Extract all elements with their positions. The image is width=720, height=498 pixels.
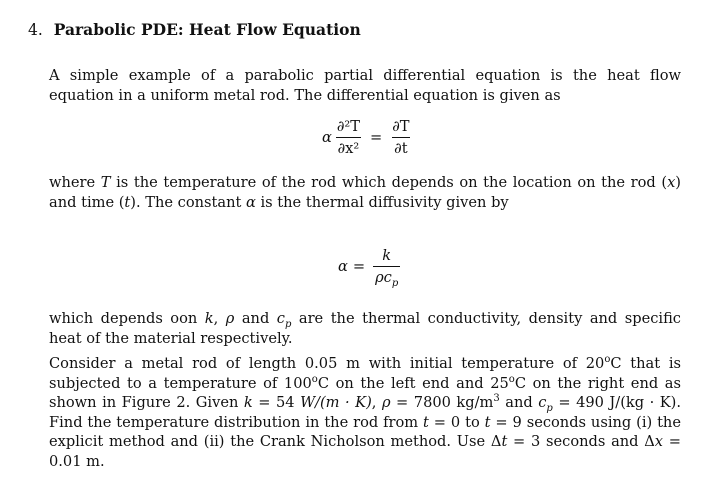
temperature-description-paragraph: where T is the temperature of the rod which depends on the location on the rod (x) and time (t). The constant α is the thermal diffusivity given by bbox=[49, 174, 681, 211]
var-cp: $c_p$ bbox=[276, 310, 292, 330]
second-derivative-numerator: ∂²T bbox=[336, 118, 360, 135]
units-w-mk: W/(m · K) bbox=[300, 394, 372, 411]
second-derivative-fraction bbox=[335, 118, 362, 158]
diffusivity-fraction bbox=[373, 247, 400, 287]
var-k: k bbox=[204, 310, 214, 327]
time-derivative-numerator: ∂T bbox=[392, 118, 410, 135]
diffusivity-numerator: k bbox=[382, 247, 392, 264]
section-title: Parabolic PDE: Heat Flow Equation bbox=[53, 20, 361, 39]
heat-equation-alpha: α bbox=[322, 129, 332, 147]
diffusivity-denominator: $\rho c_p$ bbox=[373, 266, 400, 287]
heat-equation-equals: = bbox=[370, 129, 383, 147]
var-T: T bbox=[100, 174, 111, 191]
var-x: x bbox=[667, 174, 676, 191]
var-rho: ρ bbox=[225, 310, 235, 327]
second-derivative-denominator: ∂x² bbox=[336, 137, 362, 158]
diffusivity-equation bbox=[338, 247, 403, 287]
section-heading bbox=[28, 20, 361, 41]
diffusivity-equals: = bbox=[352, 258, 366, 276]
heat-equation bbox=[322, 118, 415, 158]
problem-statement-paragraph: Consider a metal rod of length 0.05 m with initial temperature of 20$^o$C that is subjected to a temperature of 100$^o$C on the left end and 25$^o$C on the right end as shown in Figure 2. Given k = 54 W/(m · K), ρ = 7800 $kg/m^3$ and $c_p = 490$ J/(kg · K). Find the temperature distribution in the rod from t = 0 to t = 9 seconds using (i) the explicit method and (ii) the Crank Nicholson method. Use Δt = 3 seconds and Δx = 0.01 m. bbox=[49, 354, 681, 470]
diffusivity-alpha: α bbox=[338, 258, 348, 276]
intro-paragraph: A simple example of a parabolic partial differential equation is the heat flow equation in a uniform metal rod. The differential equation is given as bbox=[49, 67, 681, 104]
var-t: t bbox=[124, 193, 131, 211]
var-alpha: α bbox=[246, 193, 256, 211]
time-derivative-denominator: ∂t bbox=[392, 137, 409, 158]
time-derivative-fraction bbox=[390, 118, 411, 158]
properties-paragraph: which depends oon k, ρ and $c_p$ are the thermal conductivity, density and specific heat of the material respectively. bbox=[49, 310, 681, 347]
section-number: 4. bbox=[28, 21, 43, 39]
